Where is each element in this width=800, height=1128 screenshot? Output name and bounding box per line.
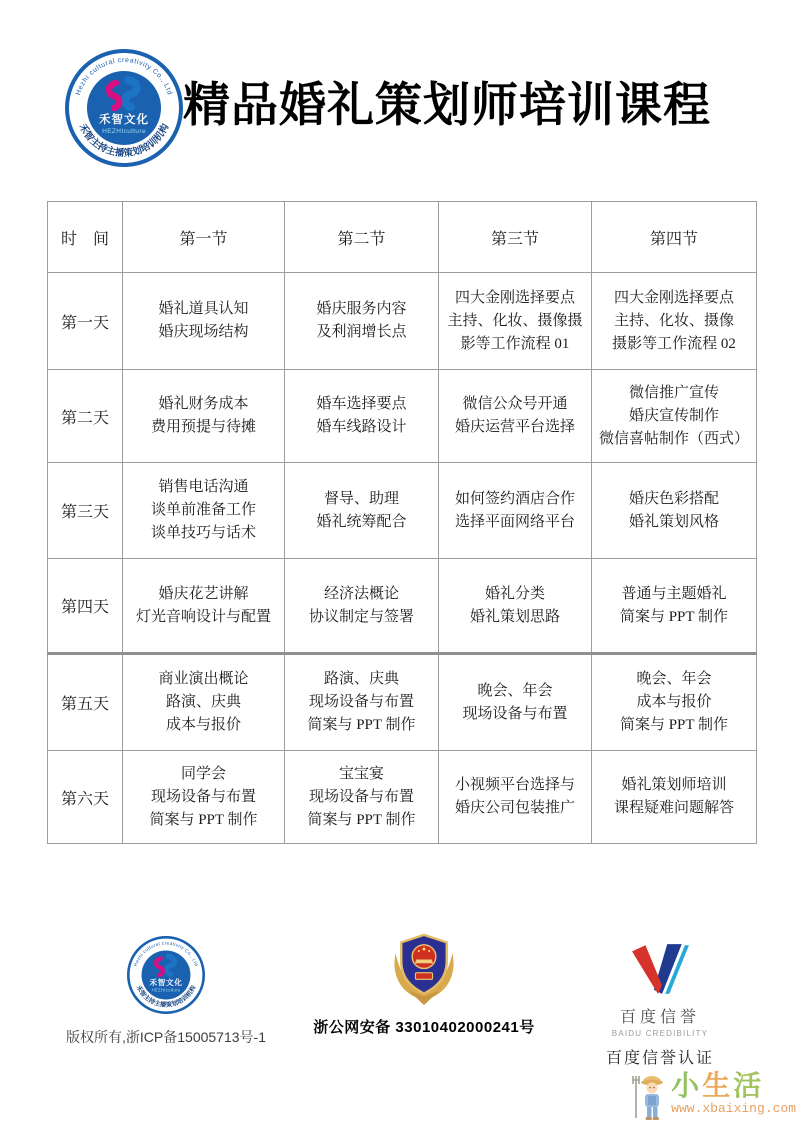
course-cell [592, 559, 757, 654]
course-line: 婚礼策划思路 [469, 608, 560, 625]
course-line: 普通与主题婚礼 [621, 585, 727, 602]
site-watermark [629, 1072, 796, 1124]
course-cell [592, 370, 757, 463]
day-cell: 第二天 [48, 370, 123, 463]
course-line: 及利润增长点 [316, 324, 407, 340]
course-line: 宝宝宴 [338, 765, 384, 782]
course-cell [439, 370, 592, 463]
course-line: 选择平面网络平台 [454, 513, 575, 530]
police-badge-icon [388, 930, 460, 1006]
column-header: 时 间 [48, 202, 123, 273]
course-cell [592, 751, 757, 844]
watermark-char: 小 [671, 1071, 703, 1102]
course-line: 简案与 PPT 制作 [149, 811, 258, 828]
watermark-site-name [671, 1072, 796, 1102]
day-cell: 第六天 [48, 751, 123, 844]
course-cell [439, 654, 592, 751]
course-cell [592, 654, 757, 751]
baidu-credibility-cn: 百度信誉 [619, 1009, 700, 1026]
course-line: 销售电话沟通 [158, 479, 249, 495]
course-line: 四大金刚选择要点 [613, 289, 734, 306]
day-cell: 第三天 [48, 463, 123, 559]
farmer-icon [629, 1072, 669, 1124]
page-title: 精品婚礼策划师培训课程 [183, 80, 711, 132]
table-row [48, 463, 757, 559]
course-line: 婚礼策划风格 [628, 513, 719, 530]
watermark-text-block [671, 1072, 796, 1116]
course-line: 婚礼策划师培训 [621, 777, 727, 793]
watermark-char: 活 [733, 1071, 765, 1102]
course-cell [592, 273, 757, 370]
icp-record-text: 版权所有,浙ICP备15005713号-1 [66, 1029, 266, 1045]
course-cell [123, 559, 285, 654]
course-cell [123, 370, 285, 463]
column-header: 第二节 [285, 202, 439, 273]
course-line: 简案与 PPT 制作 [619, 717, 729, 733]
hezhi-logo-icon [62, 46, 186, 170]
course-line: 同学会 [180, 765, 226, 782]
course-cell [592, 463, 757, 559]
course-line: 婚庆服务内容 [316, 301, 407, 317]
course-line: 路演、庆典 [323, 671, 399, 687]
course-line: 现场设备与布置 [308, 788, 414, 805]
course-line: 婚庆现场结构 [158, 324, 249, 340]
course-line: 婚庆花艺讲解 [158, 585, 249, 602]
course-line: 四大金刚选择要点 [454, 289, 575, 306]
course-cell [123, 463, 285, 559]
day-cell: 第五天 [48, 654, 123, 751]
course-line: 协议制定与签署 [308, 608, 414, 625]
course-line: 简案与 PPT 制作 [307, 717, 416, 733]
course-cell [123, 751, 285, 844]
course-line: 婚礼道具认知 [158, 301, 249, 317]
table-row [48, 273, 757, 370]
course-line: 晚会、年会 [477, 682, 553, 699]
course-line: 现场设备与布置 [462, 705, 568, 722]
course-line: 主持、化妆、摄像 [613, 312, 734, 329]
course-schedule-table [47, 201, 757, 844]
table-header-row [48, 202, 757, 273]
course-cell [285, 463, 439, 559]
course-line: 微信推广宣传 [628, 384, 719, 401]
table-row [48, 370, 757, 463]
course-line: 商业演出概论 [158, 671, 249, 687]
course-line: 晚会、年会 [636, 671, 712, 687]
course-line: 小视频平台选择与 [454, 777, 575, 793]
course-line: 婚庆公司包装推广 [454, 800, 575, 816]
course-cell [285, 751, 439, 844]
table-row [48, 654, 757, 751]
course-cell [439, 273, 592, 370]
course-line: 婚庆运营平台选择 [454, 419, 575, 435]
footer-baidu-block [570, 942, 750, 1068]
baidu-credibility-en: BAIDU CREDIBILITY [611, 1029, 709, 1038]
course-line: 微信喜帖制作（西式） [598, 430, 749, 447]
course-line: 婚庆宣传制作 [628, 407, 719, 424]
course-cell [439, 559, 592, 654]
course-line: 婚车选择要点 [316, 396, 407, 412]
day-cell: 第四天 [48, 559, 123, 654]
course-line: 现场设备与布置 [308, 694, 414, 710]
baidu-credibility-icon [630, 942, 690, 996]
course-line: 婚礼分类 [484, 585, 545, 602]
course-line: 谈单技巧与话术 [150, 525, 256, 541]
course-line: 婚车线路设计 [316, 419, 407, 435]
course-line: 摄影等工作流程 02 [612, 335, 736, 352]
watermark-site-url: www.xbaixing.com [671, 1101, 796, 1116]
course-cell [285, 654, 439, 751]
table-row [48, 751, 757, 844]
course-line: 如何签约酒店合作 [454, 490, 575, 507]
course-line: 影等工作流程 01 [460, 335, 570, 352]
police-record-text: 浙公网安备 33010402000241号 [313, 1019, 535, 1036]
course-line: 婚礼统筹配合 [316, 513, 407, 530]
course-line: 成本与报价 [165, 717, 241, 733]
course-line: 成本与报价 [636, 694, 712, 710]
course-line: 费用预提与待摊 [150, 419, 256, 435]
course-line: 微信公众号开通 [462, 396, 568, 412]
course-line: 课程疑难问题解答 [613, 800, 734, 816]
course-line: 简案与 PPT 制作 [619, 608, 729, 625]
column-header: 第一节 [123, 202, 285, 273]
course-line: 现场设备与布置 [150, 788, 256, 805]
column-header: 第四节 [592, 202, 757, 273]
course-line: 督导、助理 [323, 490, 399, 507]
course-cell [123, 273, 285, 370]
column-header: 第三节 [439, 202, 592, 273]
course-cell [439, 751, 592, 844]
course-cell [285, 273, 439, 370]
hezhi-logo-icon [125, 934, 207, 1016]
course-line: 谈单前准备工作 [150, 502, 256, 518]
course-line: 主持、化妆、摄像摄 [447, 312, 583, 329]
course-line: 婚庆色彩搭配 [628, 490, 719, 507]
course-cell [439, 463, 592, 559]
footer-police-block [312, 930, 536, 1037]
course-cell [285, 559, 439, 654]
watermark-char: 生 [702, 1071, 734, 1102]
footer-copyright-block [58, 934, 274, 1047]
course-line: 路演、庆典 [165, 694, 241, 710]
course-line: 灯光音响设计与配置 [135, 608, 271, 625]
course-line: 经济法概论 [323, 585, 399, 602]
baidu-cert-text: 百度信誉认证 [605, 1050, 714, 1067]
table-row [48, 559, 757, 654]
course-line: 简案与 PPT 制作 [307, 811, 416, 828]
course-cell [285, 370, 439, 463]
day-cell: 第一天 [48, 273, 123, 370]
course-cell [123, 654, 285, 751]
course-line: 婚礼财务成本 [158, 396, 249, 412]
